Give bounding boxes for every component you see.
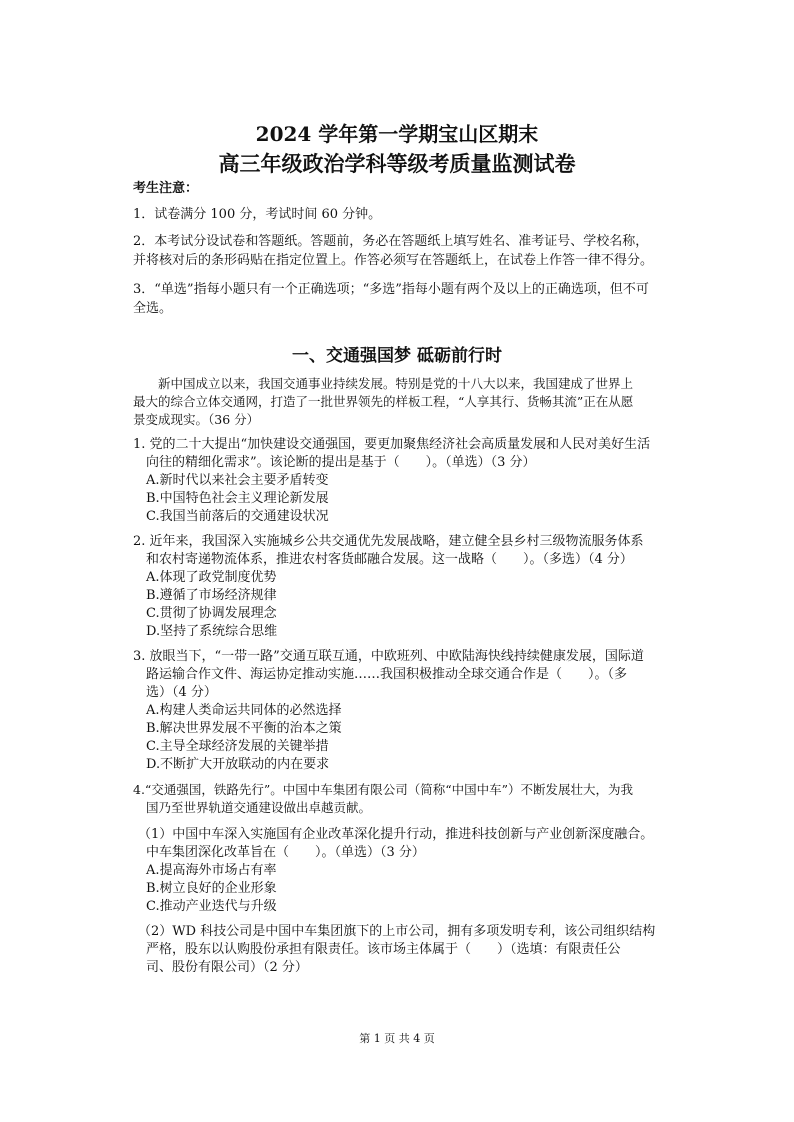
q3-option-b: B.解决世界发展不平衡的治本之策 <box>146 721 342 736</box>
q4-part2-line1: （2）WD 科技公司是中国中车集团旗下的上市公司，拥有多项发明专利，该公司组织结构 <box>138 924 656 939</box>
q4-intro-line1: 4.“交通强国，铁路先行”。中国中车集团有限公司（简称“中国中车”）不断发展壮大，为我 <box>133 782 633 797</box>
q3-stem-line1: 3. 放眼当下，“一带一路”交通互联互通，中欧班列、中欧陆海快线持续健康发展，国际道 <box>133 649 644 664</box>
notice-item-2-line1: 2．本考试分设试卷和答题纸。答题前，务必在答题纸上填写姓名、准考证号、学校名称， <box>133 234 649 249</box>
q2-stem-line2: 和农村寄递物流体系，推进农村客货邮融合发展。这一战略（ ）。（多选）（4 分） <box>146 552 633 567</box>
q3-stem-line3: 选）（4 分） <box>146 685 217 700</box>
q1-option-c: C.我国当前落后的交通建设状况 <box>146 509 329 524</box>
q4-part1-line2: 中车集团深化改革旨在（ ）。（单选）（3 分） <box>146 845 425 860</box>
q4-intro-line2: 国乃至世界轨道交通建设做出卓越贡献。 <box>146 800 372 815</box>
q3-option-a: A.构建人类命运共同体的必然选择 <box>146 703 342 718</box>
q4-part2-line3: 司、股份有限公司）（2 分） <box>146 960 308 975</box>
section-intro-line2: 最大的综合立体交通网，打造了一批世界领先的样板工程，“人享其行、货畅其流”正在从愿 <box>133 394 634 409</box>
section-title: 一、交通强国梦 砥砺前行时 <box>292 346 502 366</box>
exam-title-line1: 2024 学年第一学期宝山区期末 <box>255 122 539 146</box>
q2-option-d: D.坚持了系统综合思维 <box>146 624 278 639</box>
q1-option-a: A.新时代以来社会主要矛盾转变 <box>146 473 329 488</box>
q3-stem-line2: 路运输合作文件、海运协定推动实施……我国积极推动全球交通合作是（ ）。（多 <box>146 667 628 682</box>
q2-option-b: B.遵循了市场经济规律 <box>146 588 277 603</box>
q2-option-c: C.贯彻了协调发展理念 <box>146 606 277 621</box>
notice-item-1: 1．试卷满分 100 分，考试时间 60 分钟。 <box>133 207 382 222</box>
notice-item-3-line2: 全选。 <box>133 301 173 316</box>
q3-option-c: C.主导全球经济发展的关键举措 <box>146 739 329 754</box>
q1-stem-line1: 1. 党的二十大提出“加快建设交通强国，要更加聚焦经济社会高质量发展和人民对美好生活 <box>133 437 651 452</box>
notice-item-3-line1: 3．“单选”指每小题只有一个正确选项；“多选”指每小题有两个及以上的正确选项，但不可 <box>133 282 649 297</box>
q4-part2-line2: 严格，股东以认购股份承担有限责任。该市场主体属于（ ）（选填：有限责任公 <box>146 942 621 957</box>
q4-part1-option-b: B.树立良好的企业形象 <box>146 881 277 896</box>
q2-option-a: A.体现了政党制度优势 <box>146 570 277 585</box>
q3-option-d: D.不断扩大开放联动的内在要求 <box>146 757 330 772</box>
q1-stem-line2: 向往的精细化需求”。该论断的提出是基于（ ）。（单选）（3 分） <box>146 455 536 470</box>
q4-part1-line1: （1）中国中车深入实施国有企业改革深化提升行动，推进科技创新与产业创新深度融合。 <box>138 827 654 842</box>
notice-item-2-line2: 并将核对后的条形码贴在指定位置上。作答必须写在答题纸上，在试卷上作答一律不得分。 <box>133 253 654 268</box>
q4-part1-option-a: A.提高海外市场占有率 <box>146 863 277 878</box>
q1-option-b: B.中国特色社会主义理论新发展 <box>146 491 329 506</box>
q4-part1-option-c: C.推动产业迭代与升级 <box>146 899 277 914</box>
section-intro-line1: 新中国成立以来，我国交通事业持续发展。特别是党的十八大以来，我国建成了世界上 <box>158 376 634 391</box>
notice-heading: 考生注意： <box>133 181 199 196</box>
q2-stem-line1: 2. 近年来，我国深入实施城乡公共交通优先发展战略，建立健全县乡村三级物流服务体系 <box>133 534 644 549</box>
section-intro-line3: 景变成现实。（36 分） <box>133 412 260 427</box>
page-number: 第 1 页 共 4 页 <box>359 1032 435 1045</box>
exam-title-line2: 高三年级政治学科等级考质量监测试卷 <box>218 151 576 176</box>
